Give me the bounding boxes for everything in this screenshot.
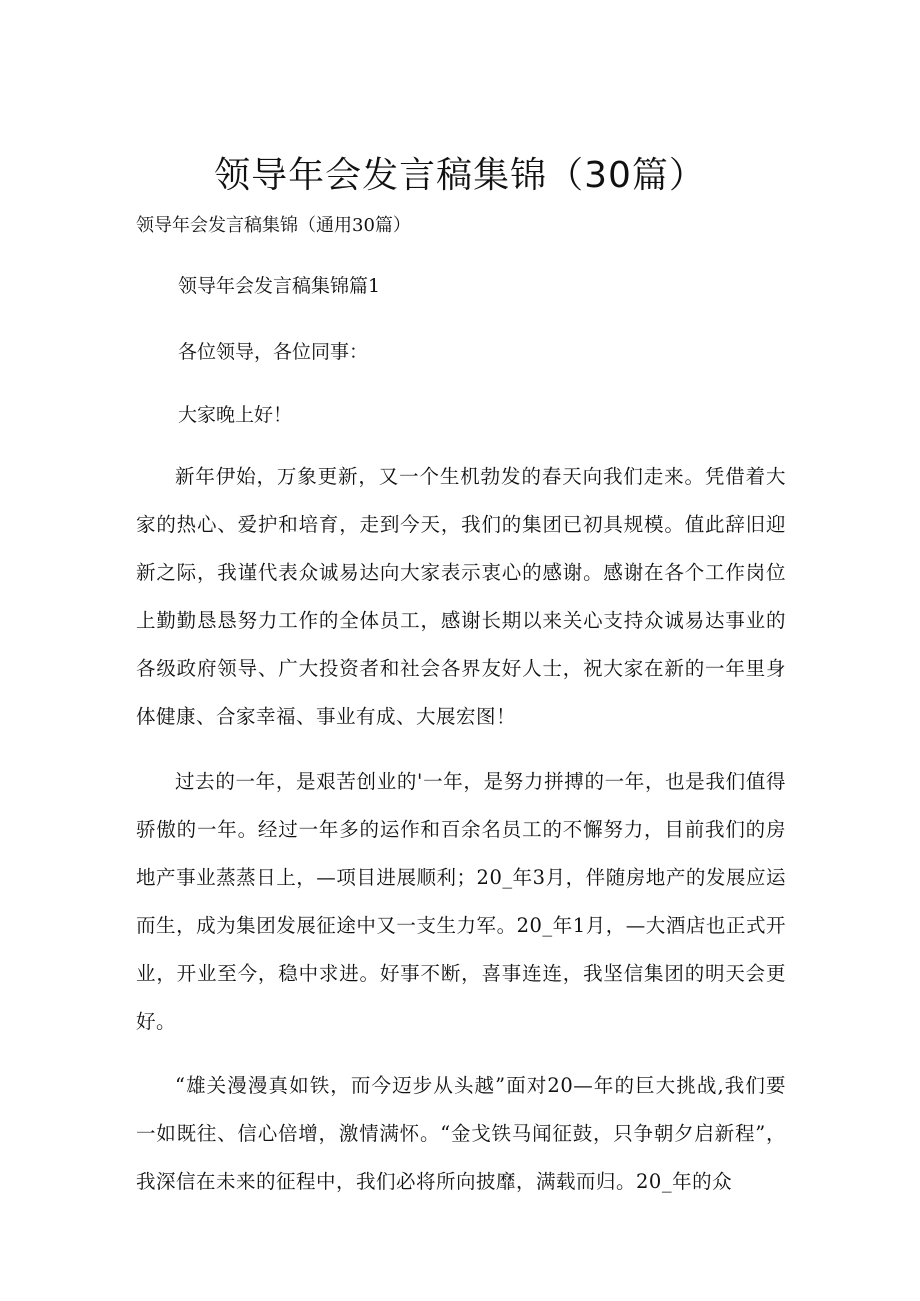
salutation: 各位领导，各位同事： <box>178 341 369 363</box>
paragraph: 新年伊始，万象更新，又一个生机勃发的春天向我们走来。凭借着大家的热心、爱护和培育，走到今天，我们的集团已初具规模。值此辞旧迎新之际，我谨代表众诚易达向大家表示衷心的感谢。感谢在各个工作岗位上勤勤恳恳努力工作的全体员工，感谢长期以来关心支持众诚易达事业的各级政府领导、广大投资者和社会各界友好人士，祝大家在新的一年里身体健康、合家幸福、事业有成、大展宏图！ <box>136 465 786 728</box>
greeting: 大家晚上好！ <box>178 404 293 426</box>
document-title: 领导年会发言稿集锦（30篇） <box>214 155 706 196</box>
document-subtitle: 领导年会发言稿集锦（通用30篇） <box>136 215 411 236</box>
paragraph: 过去的一年，是艰苦创业的'一年，是努力拼搏的一年，也是我们值得骄傲的一年。经过一年多的运作和百余名员工的不懈努力，目前我们的房地产事业蒸蒸日上，—项目进展顺利；20_年3月，伴随房地产的发展应运而生，成为集团发展征途中又一支生力军。20_年1月，—大酒店也正式开业，开业至今，稳中求进。好事不断，喜事连连，我坚信集团的明天会更好。 <box>136 770 786 1033</box>
paragraph: “雄关漫漫真如铁，而今迈步从头越”面对20—年的巨大挑战,我们要一如既往、信心倍增，激情满怀。“金戈铁马闻征鼓，只争朝夕启新程”，我深信在未来的征程中，我们必将所向披靡，满载而归。20_年的众 <box>136 1074 786 1193</box>
section-heading: 领导年会发言稿集锦篇1 <box>178 275 381 297</box>
